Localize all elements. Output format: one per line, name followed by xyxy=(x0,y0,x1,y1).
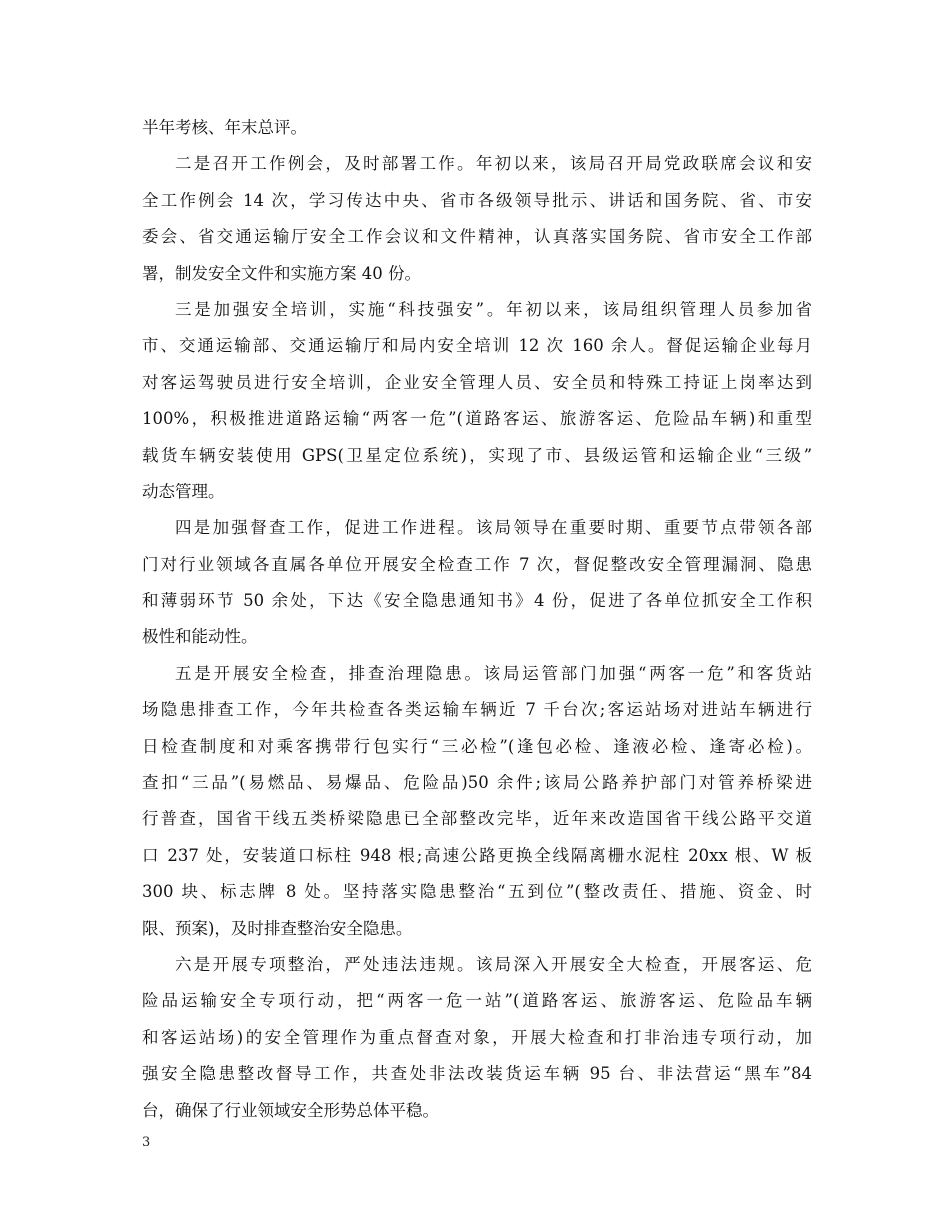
text-line: 查扣“三品”(易燃品、易爆品、危险品)50 余件;该局公路养护部门对管养桥梁进 xyxy=(142,773,812,793)
text-line: 四是加强督查工作，促进工作进程。该局领导在重要时期、重要节点带领各部 xyxy=(175,518,812,538)
text-line: 半年考核、年末总评。 xyxy=(142,118,307,137)
text-line: 日检查制度和对乘客携带行包实行“三必检”(逢包必检、逢液必检、逢寄必检)。 xyxy=(142,736,812,756)
page-number: 3 xyxy=(142,1135,151,1150)
text-line: 门对行业领域各直属各单位开展安全检查工作 7 次，督促整改安全管理漏洞、隐患 xyxy=(142,554,812,574)
text-line: 载货车辆安装使用 GPS(卫星定位系统)，实现了市、县级运管和运输企业“三级” xyxy=(142,445,812,465)
text-line: 300 块、标志牌 8 处。坚持落实隐患整治“五到位”(整改责任、措施、资金、时 xyxy=(142,882,812,902)
text-line: 三是加强安全培训，实施“科技强安”。年初以来，该局组织管理人员参加省 xyxy=(175,299,812,319)
paragraph-work-meetings xyxy=(142,146,812,292)
text-line: 强安全隐患整改督导工作，共查处非法改装货运车辆 95 台、非法营运“黑车”84 xyxy=(142,1064,812,1084)
paragraph-safety-training xyxy=(142,292,812,510)
text-line: 100%，积极推进道路运输“两客一危”(道路客运、旅游客运、危险品车辆)和重型 xyxy=(142,409,812,429)
text-line: 委会、省交通运输厅安全工作会议和文件精神，认真落实国务院、省市安全工作部 xyxy=(142,227,812,247)
text-line: 险品运输安全专项行动，把“两客一危一站”(道路客运、旅游客运、危险品车辆 xyxy=(142,991,812,1011)
document-body xyxy=(142,110,812,1129)
paragraph-safety-inspection xyxy=(142,656,812,947)
text-line: 口 237 处，安装道口标柱 948 根;高速公路更换全线隔离栅水泥柱 20xx 根、W 板 xyxy=(142,845,812,865)
text-line: 极性和能动性。 xyxy=(142,627,258,647)
paragraph-supervision xyxy=(142,510,812,656)
text-line: 行普查，国省干线五类桥梁隐患已全部整改完毕，近年来改造国省干线公路平交道 xyxy=(142,809,812,829)
text-line: 署，制发安全文件和实施方案 40 份。 xyxy=(142,263,421,283)
text-line: 限、预案)，及时排查整治安全隐患。 xyxy=(142,918,413,938)
text-line: 场隐患排查工作，今年共检查各类运输车辆近 7 千台次;客运站场对进站车辆进行 xyxy=(142,700,812,720)
text-line: 和客运站场)的安全管理作为重点督查对象，开展大检查和打非治违专项行动，加 xyxy=(142,1027,812,1047)
text-line: 市、交通运输部、交通运输厅和局内安全培训 12 次 160 余人。督促运输企业每月 xyxy=(142,336,812,356)
text-line: 全工作例会 14 次，学习传达中央、省市各级领导批示、讲话和国务院、省、市安 xyxy=(142,190,812,210)
text-line: 六是开展专项整治，严处违法违规。该局深入开展安全大检查，开展客运、危 xyxy=(175,954,812,974)
text-line: 动态管理。 xyxy=(142,481,225,501)
text-line: 和薄弱环节 50 余处，下达《安全隐患通知书》4 份，促进了各单位抓安全工作积 xyxy=(142,591,812,611)
text-line: 对客运驾驶员进行安全培训，企业安全管理人员、安全员和特殊工持证上岗率达到 xyxy=(142,372,812,392)
paragraph-special-rectification xyxy=(142,947,812,1129)
paragraph-continued xyxy=(142,110,812,146)
text-line: 五是开展安全检查，排查治理隐患。该局运管部门加强“两客一危”和客货站 xyxy=(175,663,812,683)
text-line: 台，确保了行业领域安全形势总体平稳。 xyxy=(142,1100,439,1120)
text-line: 二是召开工作例会，及时部署工作。年初以来，该局召开局党政联席会议和安 xyxy=(175,154,812,174)
